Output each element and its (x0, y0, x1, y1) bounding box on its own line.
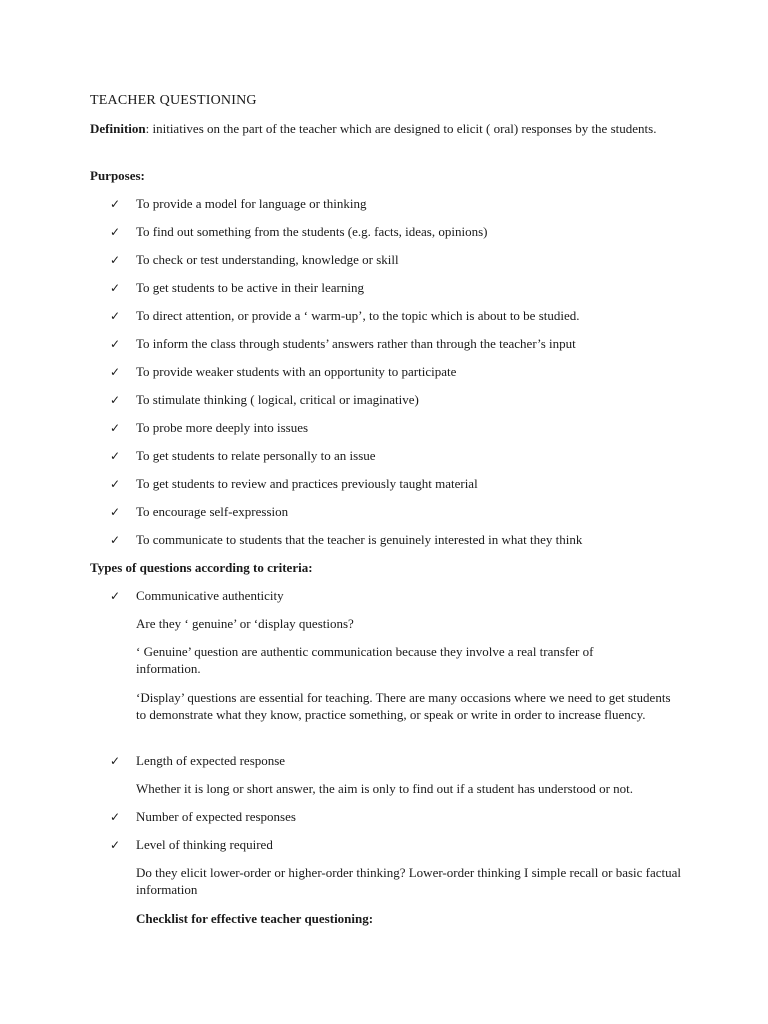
checkmark-icon: ✓ (110, 393, 121, 407)
checkmark-icon: ✓ (110, 477, 121, 491)
list-item: ✓ Number of expected responses (110, 809, 296, 824)
list-item: ✓ To get students to review and practices previously taught material (110, 476, 478, 491)
list-item: ✓ To provide a model for language or thinking (110, 196, 367, 211)
checkmark-icon: ✓ (110, 505, 121, 519)
list-item: ✓ Communicative authenticity (110, 588, 284, 603)
checkmark-icon: ✓ (110, 754, 121, 768)
paragraph: ‘ Genuine’ question are authentic communication because they involve a real transfer of information. (136, 644, 594, 676)
list-item: ✓ To find out something from the students (e.g. facts, ideas, opinions) (110, 224, 488, 239)
list-item: ✓ To encourage self-expression (110, 504, 289, 519)
checkmark-icon: ✓ (110, 365, 121, 379)
list-item: ✓ To inform the class through students’ answers rather than through the teacher’s input (110, 336, 576, 351)
checkmark-icon: ✓ (110, 838, 121, 852)
checkmark-icon: ✓ (110, 253, 121, 267)
checkmark-icon: ✓ (110, 225, 121, 239)
definition-text: : initiatives on the part of the teacher which are designed to elicit ( oral) responses by the students. (145, 121, 657, 136)
paragraph: Whether it is long or short answer, the aim is only to find out if a student has understood or not. (136, 781, 634, 796)
types-heading: Types of questions according to criteria: (90, 560, 313, 575)
definition-paragraph (90, 120, 670, 137)
list-item: ✓ To probe more deeply into issues (110, 420, 309, 435)
checkmark-icon: ✓ (110, 589, 121, 603)
list-item: ✓ To communicate to students that the teacher is genuinely interested in what they think (110, 532, 583, 547)
checkmark-icon: ✓ (110, 449, 121, 463)
checklist-heading: Checklist for effective teacher questioning: (136, 911, 374, 926)
list-item: ✓ Level of thinking required (110, 837, 273, 852)
purposes-heading: Purposes: (90, 168, 145, 183)
checkmark-icon: ✓ (110, 197, 121, 211)
list-item: ✓ To stimulate thinking ( logical, critical or imaginative) (110, 392, 419, 407)
checkmark-icon: ✓ (110, 533, 121, 547)
list-item: ✓ To check or test understanding, knowledge or skill (110, 252, 399, 267)
checkmark-icon: ✓ (110, 281, 121, 295)
checkmark-icon: ✓ (110, 309, 121, 323)
list-item: ✓ Length of expected response (110, 753, 286, 768)
paragraph: Are they ‘ genuine’ or ‘display questions? (136, 616, 354, 631)
paragraph: Do they elicit lower-order or higher-order thinking? Lower-order thinking I simple recall or basic factual information (136, 865, 682, 897)
checkmark-icon: ✓ (110, 337, 121, 351)
checkmark-icon: ✓ (110, 810, 121, 824)
definition-term: Definition (90, 121, 146, 136)
list-item: ✓ To get students to relate personally to an issue (110, 448, 376, 463)
list-item: ✓ To direct attention, or provide a ‘ warm-up’, to the topic which is about to be studied. (110, 308, 580, 323)
document-title: TEACHER QUESTIONING (90, 93, 257, 108)
list-item: ✓ To get students to be active in their learning (110, 280, 364, 295)
paragraph: ‘Display’ questions are essential for teaching. There are many occasions where we need to get students to demonstrate what they know, practice something, or speak or write in order to increase fluency. (136, 690, 671, 722)
list-item: ✓ To provide weaker students with an opportunity to participate (110, 364, 457, 379)
checkmark-icon: ✓ (110, 421, 121, 435)
